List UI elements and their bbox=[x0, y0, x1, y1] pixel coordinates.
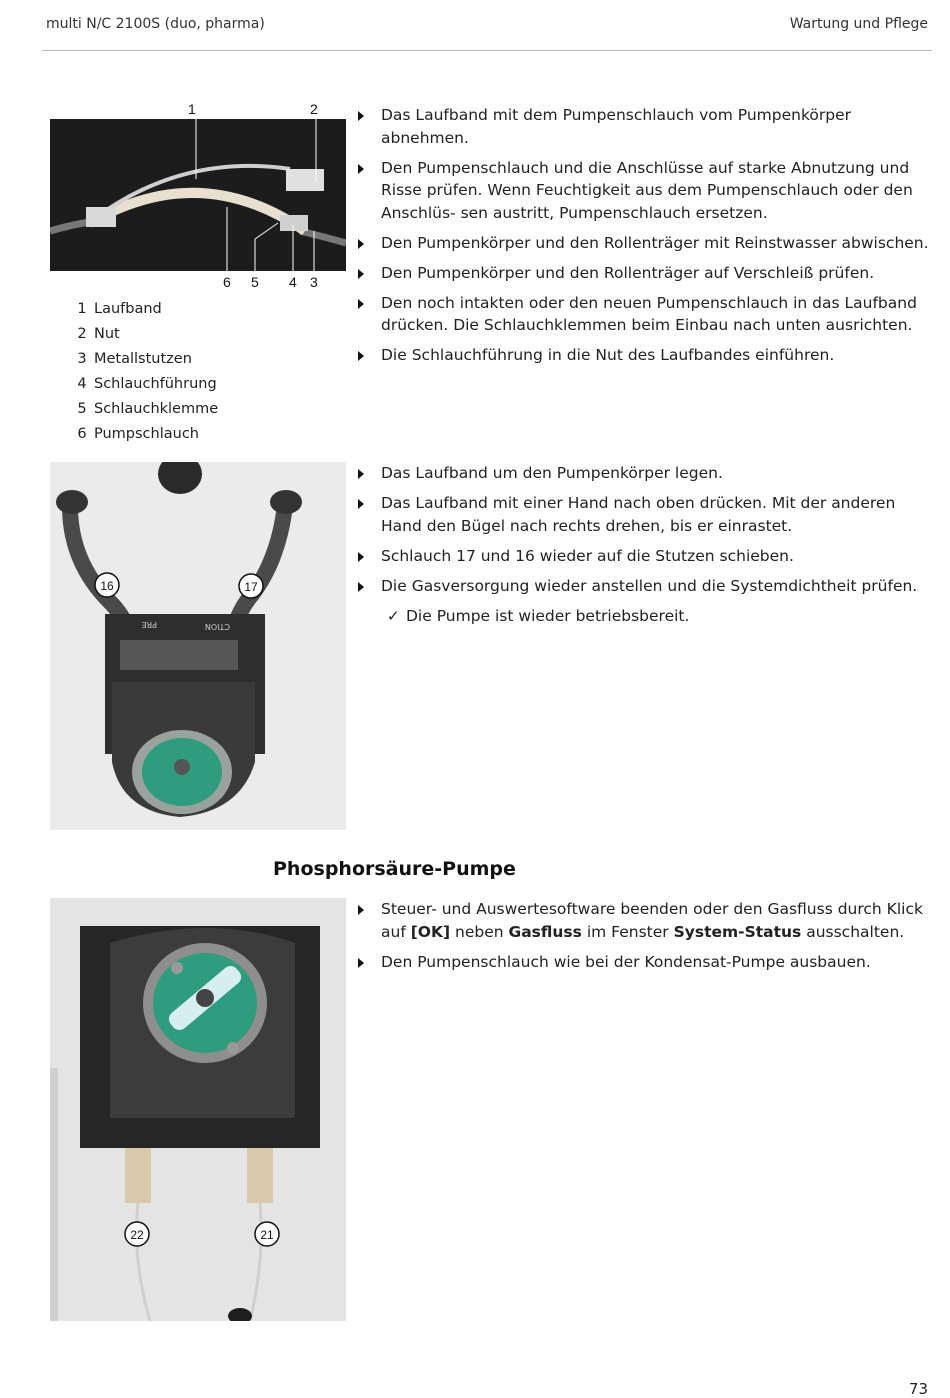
step-item bbox=[356, 292, 931, 337]
step-text: Den Pumpenkörper und den Rollenträger auf Verschleiß prüfen. bbox=[381, 263, 875, 282]
step-text: Das Laufband mit dem Pumpenschlauch vom Pumpenkörper abnehmen. bbox=[381, 106, 852, 147]
arrow-bullet-icon bbox=[358, 469, 364, 479]
arrow-bullet-icon bbox=[358, 958, 364, 968]
legend-number: 4 bbox=[77, 376, 87, 392]
step-text: Das Laufband um den Pumpenkörper legen. bbox=[381, 464, 723, 482]
legend-number: 2 bbox=[77, 326, 87, 342]
callout-6: 6 bbox=[223, 274, 231, 290]
header-rule bbox=[42, 50, 932, 51]
step-text: Den Pumpenschlauch und die Anschlüsse auf starke Abnutzung und Risse prüfen. Wenn Feuchtigkeit aus dem Pumpenschlauch oder den Anschlüs- sen austritt, Pumpenschlauch ersetzen. bbox=[381, 158, 913, 222]
tube-label-16: 16 bbox=[100, 579, 114, 593]
step-text-part: ausschalten. bbox=[801, 922, 905, 941]
legend-label: Schlauchklemme bbox=[94, 401, 219, 417]
legend-number: 3 bbox=[77, 351, 87, 367]
legend-item bbox=[70, 398, 218, 423]
step-text: Die Schlauchführung in die Nut des Laufbandes einführen. bbox=[381, 346, 835, 364]
result-item bbox=[356, 605, 931, 628]
section-heading: Phosphorsäure-Pumpe bbox=[273, 858, 516, 880]
callout-2: 2 bbox=[310, 101, 318, 117]
result-text: Die Pumpe ist wieder betriebsbereit. bbox=[406, 606, 690, 625]
step-item bbox=[356, 492, 931, 537]
step-text: Den Pumpenschlauch wie bei der Kondensat-Pumpe ausbauen. bbox=[381, 952, 871, 971]
legend-label: Metallstutzen bbox=[94, 351, 192, 367]
legend-label: Nut bbox=[94, 326, 120, 342]
step-item bbox=[356, 262, 931, 285]
legend-number: 1 bbox=[77, 301, 87, 317]
document-title: multi N/C 2100S (duo, pharma) bbox=[46, 16, 265, 32]
step-list-2 bbox=[356, 462, 931, 634]
step-item bbox=[356, 232, 931, 255]
step-item bbox=[356, 462, 931, 485]
gas-flow-reference: Gasfluss bbox=[508, 922, 582, 941]
arrow-bullet-icon bbox=[358, 499, 364, 509]
step-item bbox=[356, 157, 931, 225]
callout-1: 1 bbox=[188, 101, 196, 117]
page-number: 73 bbox=[908, 1380, 928, 1398]
legend-label: Schlauchführung bbox=[94, 376, 217, 392]
legend-item bbox=[70, 323, 218, 348]
step-item bbox=[356, 545, 931, 568]
step-list-3 bbox=[356, 898, 931, 981]
figure-legend bbox=[70, 298, 218, 448]
step-text: Die Gasversorgung wieder anstellen und die Systemdichtheit prüfen. bbox=[381, 576, 918, 595]
step-item bbox=[356, 344, 931, 367]
step-item bbox=[356, 898, 931, 943]
arrow-bullet-icon bbox=[358, 299, 364, 309]
pump-print-left: PRE bbox=[141, 620, 157, 629]
step-list-1 bbox=[356, 104, 931, 374]
arrow-bullet-icon bbox=[358, 269, 364, 279]
tube-label-22: 22 bbox=[130, 1228, 144, 1242]
legend-item bbox=[70, 298, 218, 323]
step-item bbox=[356, 575, 931, 598]
arrow-bullet-icon bbox=[358, 582, 364, 592]
phosphoric-acid-pump-photo bbox=[50, 898, 346, 1321]
step-text: Schlauch 17 und 16 wieder auf die Stutzen schieben. bbox=[381, 546, 794, 565]
step-text-part: Steuer- und Auswertesoftware beenden oder den Gasfluss durch Klick auf bbox=[381, 900, 923, 941]
legend-number: 6 bbox=[77, 426, 87, 442]
ok-button-reference: [OK] bbox=[410, 922, 451, 941]
system-status-reference: System-Status bbox=[673, 922, 802, 941]
step-item bbox=[356, 104, 931, 149]
legend-number: 5 bbox=[77, 401, 87, 417]
legend-item bbox=[70, 348, 218, 373]
pump-tube-photo bbox=[50, 119, 346, 271]
step-text: Den noch intakten oder den neuen Pumpenschlauch in das Laufband drücken. Die Schlauchklemmen beim Einbau nach unten ausrichten. bbox=[381, 293, 917, 334]
arrow-bullet-icon bbox=[358, 905, 364, 915]
step-text: Den Pumpenkörper und den Rollenträger mit Reinstwasser abwischen. bbox=[381, 233, 929, 252]
callout-5: 5 bbox=[251, 274, 259, 290]
step-text: Das Laufband mit einer Hand nach oben drücken. Mit der anderen Hand den Bügel nach rechts drehen, bis er einrastet. bbox=[381, 494, 896, 535]
step-text-part: neben bbox=[450, 922, 509, 941]
tube-label-17: 17 bbox=[244, 580, 258, 594]
legend-label: Pumpschlauch bbox=[94, 426, 199, 442]
arrow-bullet-icon bbox=[358, 164, 364, 174]
legend-item bbox=[70, 423, 218, 448]
arrow-bullet-icon bbox=[358, 111, 364, 121]
arrow-bullet-icon bbox=[358, 239, 364, 249]
condensate-pump-photo bbox=[50, 462, 346, 830]
checkmark-icon: ✓ bbox=[387, 606, 400, 625]
tube-label-21: 21 bbox=[260, 1228, 274, 1242]
arrow-bullet-icon bbox=[358, 351, 364, 361]
step-text-part: im Fenster bbox=[581, 922, 674, 941]
callout-3: 3 bbox=[310, 274, 318, 290]
step-item bbox=[356, 951, 931, 974]
callout-4: 4 bbox=[289, 274, 297, 290]
legend-label: Laufband bbox=[94, 301, 162, 317]
legend-item bbox=[70, 373, 218, 398]
arrow-bullet-icon bbox=[358, 552, 364, 562]
chapter-title: Wartung und Pflege bbox=[789, 16, 928, 32]
pump-print-right: CTION bbox=[204, 622, 230, 631]
